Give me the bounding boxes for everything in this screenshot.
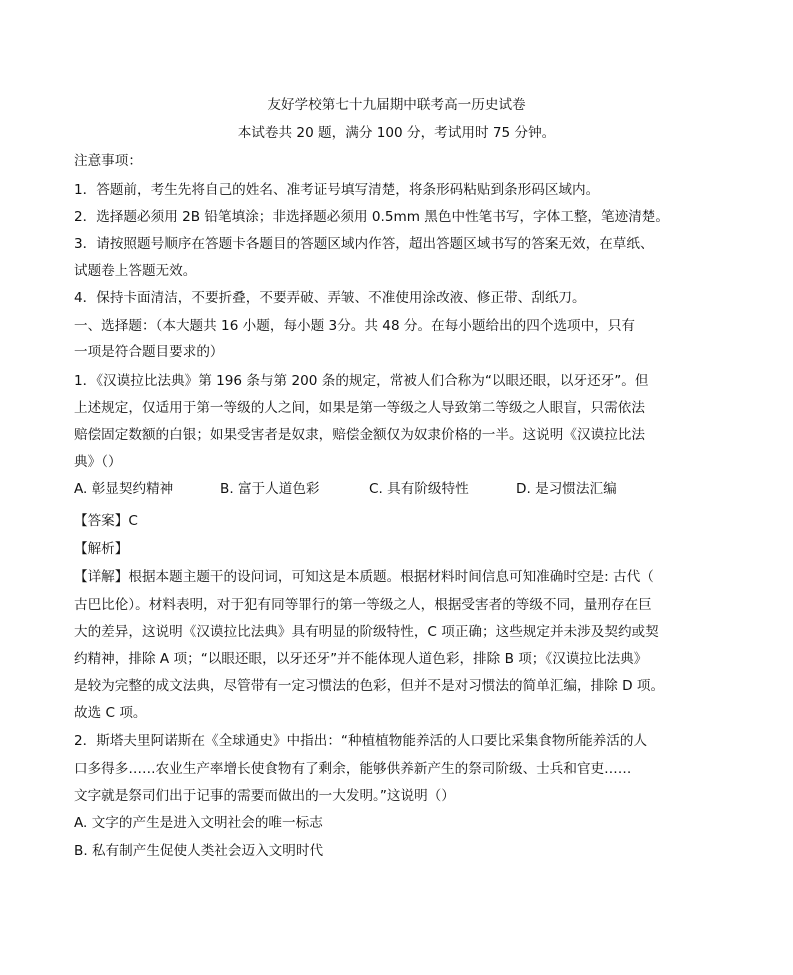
note-item: 1．答题前，考生先将自己的姓名、准考证号填写清楚，将条形码粘贴到条形码区域内。	[74, 182, 600, 198]
option-a: A. 文字的产生是进入文明社会的唯一标志	[74, 815, 323, 831]
detail-line: 故选 C 项。	[74, 705, 147, 721]
detail-line: 约精神，排除 A 项；“以眼还眼，以牙还牙”并不能体现人道色彩，排除 B 项；《汉谟拉比法典》	[74, 651, 648, 667]
option-c: C. 具有阶级特性	[369, 481, 469, 497]
note-item: 4．保持卡面清洁，不要折叠，不要弄破、弄皱、不准使用涂改液、修正带、刮纸刀。	[74, 290, 586, 306]
note-item: 试题卷上答题无效。	[74, 263, 197, 279]
note-item: 3．请按照题号顺序在答题卡各题目的答题区域内作答，超出答题区域书写的答案无效，在草纸、	[74, 236, 654, 252]
section-heading-cont: 一项是符合题目要求的）	[74, 344, 224, 360]
exam-subtitle: 本试卷共 20 题，满分 100 分，考试用时 75 分钟。	[237, 125, 556, 141]
question-stem: 赔偿固定数额的白银；如果受害者是奴隶，赔偿金额仅为奴隶价格的一半。这说明《汉谟拉比法	[74, 427, 645, 443]
option-d: D. 是习惯法汇编	[516, 481, 617, 497]
analysis-label: 【解析】	[74, 541, 129, 557]
question-stem: 典》（）	[74, 454, 122, 470]
question-stem: 上述规定，仅适用于第一等级的人之间，如果是第一等级之人导致第二等级之人眼盲，只需依法	[74, 400, 645, 416]
detail-line: 古巴比伦）。材料表明，对于犯有同等罪行的第一等级之人，根据受害者的等级不同，量刑存在巨	[74, 597, 652, 613]
exam-title: 友好学校第七十九届期中联考高一历史试卷	[267, 97, 526, 113]
detail-line: 是较为完整的成文法典，尽管带有一定习惯法的色彩，但并不是对习惯法的简单汇编，排除 D 项。	[74, 678, 665, 694]
section-heading: 一、选择题：（本大题共 16 小题，每小题 3分。共 48 分。在每小题给出的四个选项中，只有	[74, 318, 636, 334]
detail-line: 大的差异，这说明《汉谟拉比法典》具有明显的阶级特性，C 项正确；这些规定并未涉及契约或契	[74, 624, 659, 640]
question-stem: 文字就是祭司们出于记事的需要而做出的一大发明。”这说明（）	[74, 788, 455, 804]
option-a: A. 彰显契约精神	[74, 481, 174, 497]
option-b: B. 富于人道色彩	[220, 481, 320, 497]
question-stem: 口多得多……农业生产率增长使食物有了剩余，能够供养新产生的祭司阶级、士兵和官吏……	[74, 761, 632, 777]
option-b: B. 私有制产生促使人类社会迈入文明时代	[74, 843, 324, 859]
detail-line: 【详解】根据本题主题干的设问词，可知这是本质题。根据材料时间信息可知准确时空是: 古代（	[74, 569, 654, 585]
question-stem: 1．《汉谟拉比法典》第 196 条与第 200 条的规定，常被人们合称为“以眼还眼，以牙还牙”。但	[74, 373, 649, 389]
notes-heading: 注意事项：	[74, 153, 142, 169]
answer-label: 【答案】C	[74, 513, 138, 529]
note-item: 2．选择题必须用 2B 铅笔填涂；非选择题必须用 0.5mm 黑色中性笔书写，字体工整，笔迹清楚。	[74, 209, 669, 225]
question-stem: 2．斯塔夫里阿诺斯在《全球通史》中指出：“种植植物能养活的人口要比采集食物所能养活的人	[74, 733, 648, 749]
